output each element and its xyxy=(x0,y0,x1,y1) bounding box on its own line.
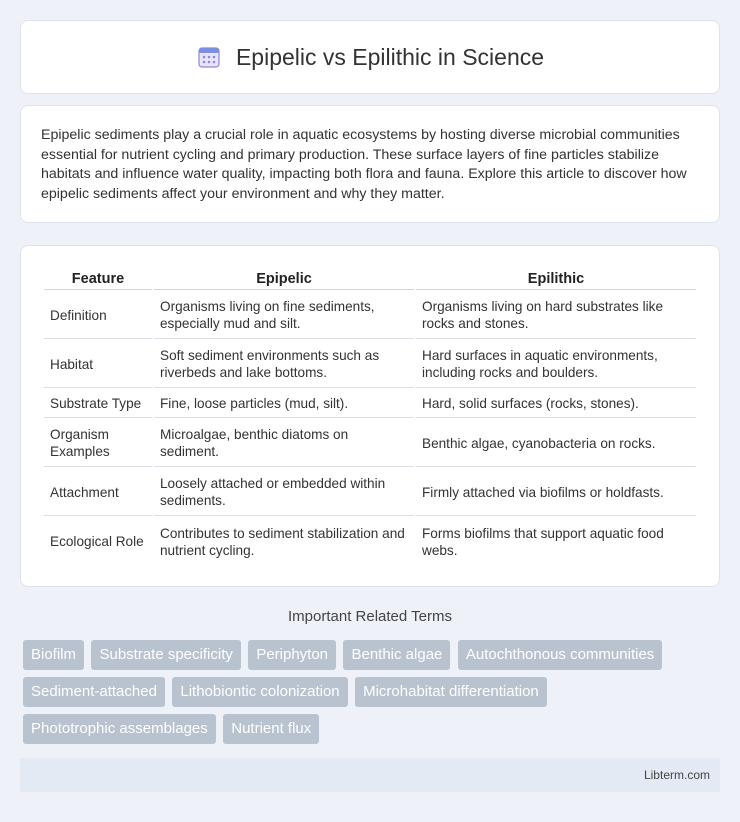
footer xyxy=(20,758,720,792)
header-epipelic: Epipelic xyxy=(154,266,414,290)
related-term-tag[interactable]: Benthic algae xyxy=(343,640,450,670)
related-terms-list xyxy=(23,640,723,751)
row-feature: Definition xyxy=(44,292,152,339)
row-epilithic: Benthic algae, cyanobacteria on rocks. xyxy=(416,420,696,467)
related-term-tag[interactable]: Nutrient flux xyxy=(223,714,319,744)
row-feature: Substrate Type xyxy=(44,390,152,418)
row-epilithic: Hard surfaces in aquatic environments, including rocks and boulders. xyxy=(416,341,696,388)
table-row xyxy=(44,518,696,565)
related-terms-title: Important Related Terms xyxy=(288,608,452,625)
intro-card xyxy=(20,105,720,223)
row-feature: Organism Examples xyxy=(44,420,152,467)
row-feature: Habitat xyxy=(44,341,152,388)
footer-site-link[interactable]: Libterm.com xyxy=(643,768,710,782)
row-feature: Attachment xyxy=(44,469,152,516)
related-term-tag[interactable]: Periphyton xyxy=(248,640,336,670)
table-header-row xyxy=(44,266,696,290)
comparison-table xyxy=(42,264,698,567)
row-epipelic: Contributes to sediment stabilization and nutrient cycling. xyxy=(160,525,405,558)
related-term-tag[interactable]: Phototrophic assemblages xyxy=(23,714,216,744)
related-term-tag[interactable]: Lithobiontic colonization xyxy=(172,677,347,707)
related-term-tag[interactable]: Biofilm xyxy=(23,640,84,670)
row-epipelic: Loosely attached or embedded within sediments. xyxy=(154,469,414,516)
related-term-tag[interactable]: Autochthonous communities xyxy=(458,640,662,670)
row-epilithic: Hard, solid surfaces (rocks, stones). xyxy=(416,390,696,418)
row-epipelic: Microalgae, benthic diatoms on sediment. xyxy=(154,420,414,467)
header-card xyxy=(20,20,720,94)
row-epipelic: Soft sediment environments such as riverbeds and lake bottoms. xyxy=(154,341,414,388)
header-epilithic: Epilithic xyxy=(416,266,696,290)
related-term-tag[interactable]: Microhabitat differentiation xyxy=(355,677,547,707)
row-epilithic: Organisms living on hard substrates like rocks and stones. xyxy=(416,292,696,339)
intro-text: Epipelic sediments play a crucial role in aquatic ecosystems by hosting diverse microbial communities essential for nutrient cycling and primary production. These surface layers of fine particles stabilize habitats and influence water quality, impacting both flora and fauna. Explore this article to discover how epipelic sediments affect your environment and why they matter. xyxy=(41,127,687,202)
table-row xyxy=(44,469,696,516)
row-feature: Ecological Role xyxy=(50,534,144,549)
comparison-table-card xyxy=(20,245,720,587)
related-term-tag[interactable]: Sediment-attached xyxy=(23,677,165,707)
table-row xyxy=(44,341,696,388)
table-row xyxy=(44,292,696,339)
header-feature: Feature xyxy=(44,266,152,290)
row-epilithic: Firmly attached via biofilms or holdfasts. xyxy=(416,469,696,516)
row-epilithic: Forms biofilms that support aquatic food webs. xyxy=(422,525,664,558)
row-epipelic: Organisms living on fine sediments, especially mud and silt. xyxy=(154,292,414,339)
table-row xyxy=(44,420,696,467)
related-term-tag[interactable]: Substrate specificity xyxy=(91,640,240,670)
page-title: Epipelic vs Epilithic in Science xyxy=(235,43,545,70)
row-epipelic: Fine, loose particles (mud, silt). xyxy=(154,390,414,418)
calendar-icon xyxy=(196,44,222,70)
table-row xyxy=(44,390,696,418)
